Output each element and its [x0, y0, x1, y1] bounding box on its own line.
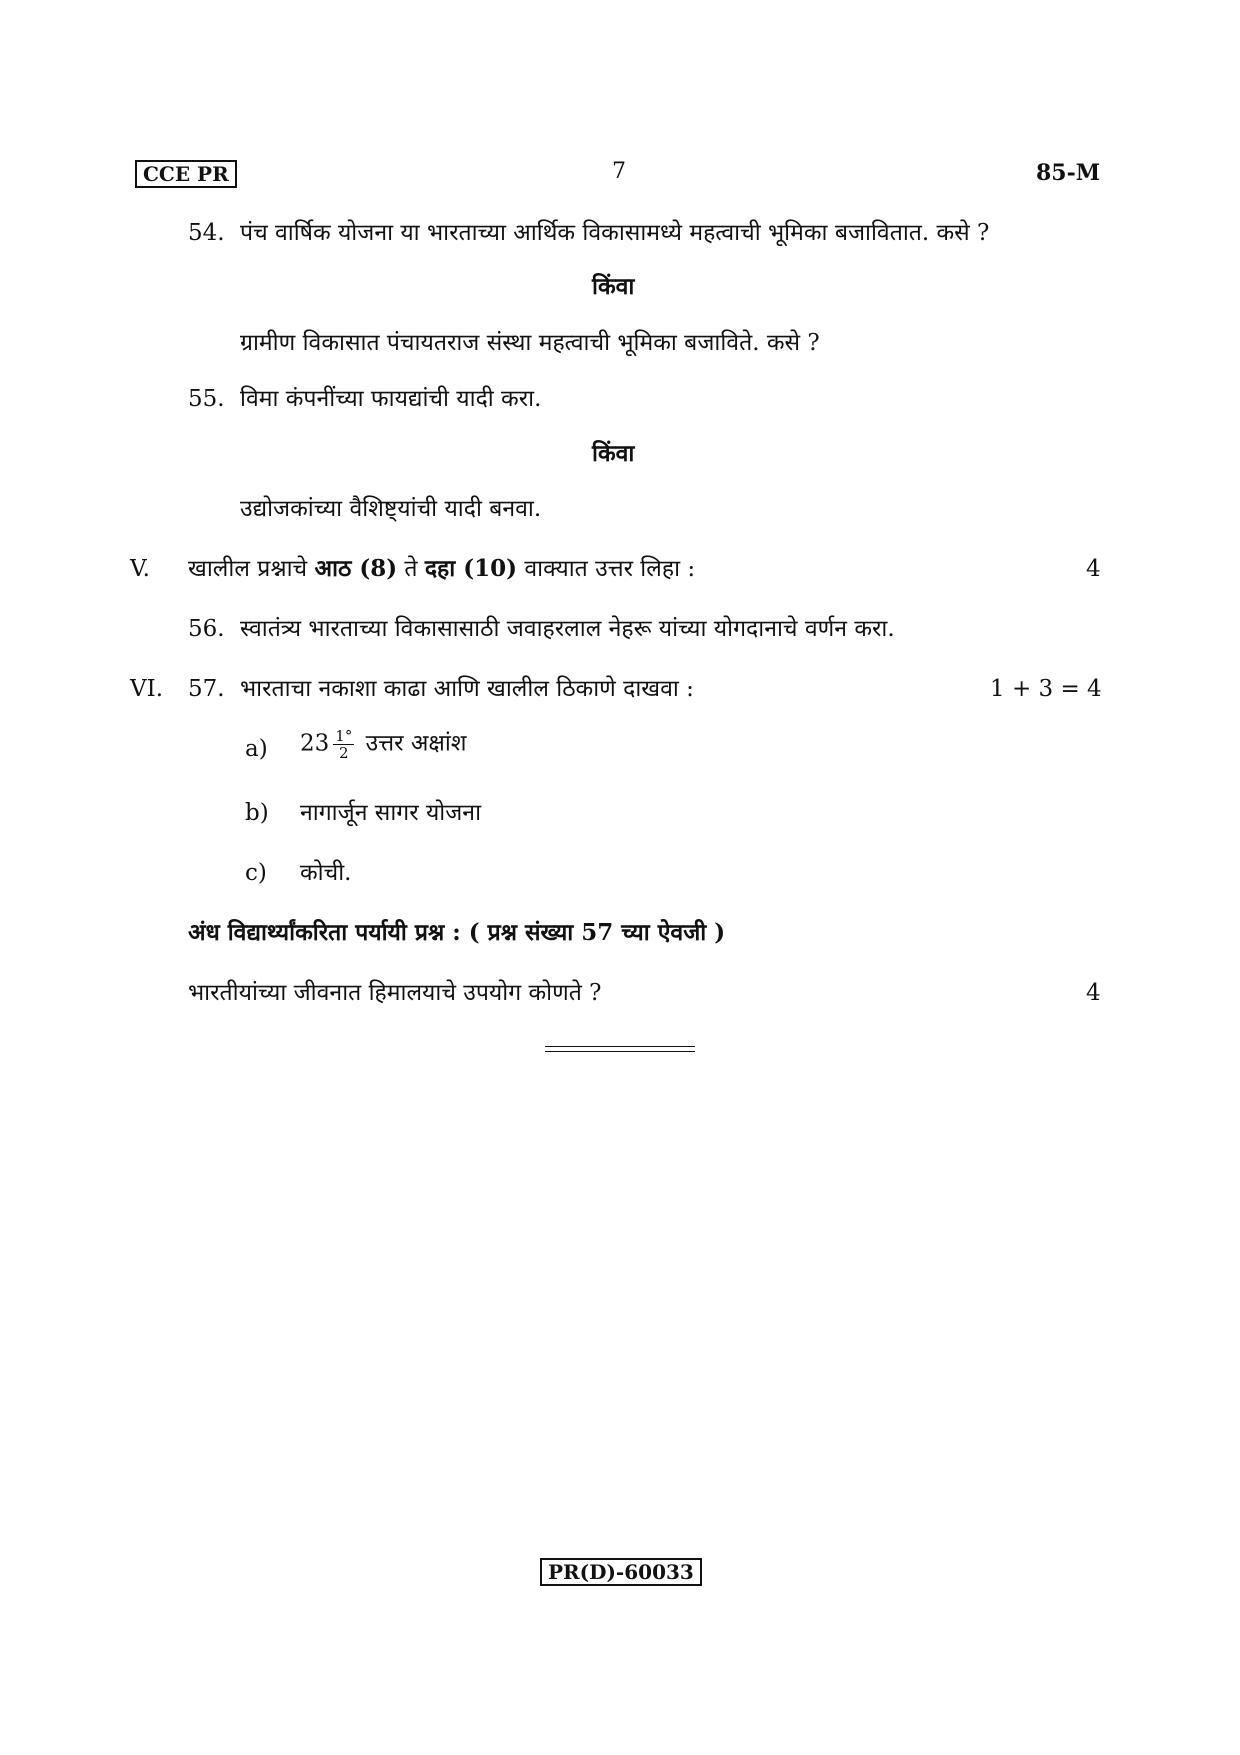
- section-v-bold-1: आठ (8): [314, 555, 398, 582]
- q55-or-label: किंवा: [592, 440, 635, 467]
- alt-blind-heading: अंध विद्यार्थ्यांकरिता पर्यायी प्रश्न : ( प्रश्न संख्या 57 च्या ऐवजी ): [188, 919, 726, 946]
- q57-item-a-label: a): [245, 736, 268, 762]
- end-rule-bottom: [545, 1051, 695, 1052]
- alt-blind-marks: 4: [1086, 980, 1101, 1006]
- section-v-text-mid: ते: [397, 556, 425, 582]
- section-v-instruction: [188, 554, 695, 584]
- q54-alt-text: ग्रामीण विकासात पंचायतराज संस्था महत्वाची भूमिका बजाविते. कसे ?: [240, 330, 820, 356]
- section-v-text-post: वाक्यात उत्तर लिहा :: [517, 556, 696, 582]
- section-v-bold-2: दहा (10): [424, 555, 518, 582]
- q55-number: 55.: [188, 386, 225, 412]
- q55-text: विमा कंपनींच्या फायद्यांची यादी करा.: [240, 386, 542, 412]
- q57-item-a-fraction: [333, 728, 354, 761]
- paper-code: 85-M: [1036, 160, 1101, 186]
- q55-alt-text: उद्योजकांच्या वैशिष्ट्यांची यादी बनवा.: [240, 496, 542, 522]
- section-v-marks: 4: [1086, 556, 1101, 582]
- q54-or-label: किंवा: [592, 273, 635, 300]
- q57-item-a-whole: 23: [300, 730, 330, 757]
- q57-item-a-frac-num: 1°: [335, 727, 353, 745]
- alt-blind-text: भारतीयांच्या जीवनात हिमालयाचे उपयोग कोणते ?: [188, 980, 602, 1006]
- q57-number: 57.: [188, 676, 225, 702]
- q57-item-c-label: c): [245, 860, 267, 886]
- q57-item-a-frac-den: 2: [339, 744, 349, 762]
- q57-item-c-text: कोची.: [300, 860, 352, 886]
- end-rule-top: [545, 1046, 695, 1047]
- q57-item-b-text: नागार्जून सागर योजना: [300, 800, 482, 826]
- header-badge: CCE PR: [135, 160, 237, 188]
- q54-number: 54.: [188, 220, 225, 246]
- section-v-roman: V.: [130, 556, 150, 582]
- q57-item-b-label: b): [245, 800, 269, 826]
- q56-text: स्वातंत्र्य भारताच्या विकासासाठी जवाहरलाल नेहरू यांच्या योगदानाचे वर्णन करा.: [240, 616, 895, 642]
- footer-code: PR(D)-60033: [540, 1558, 702, 1586]
- q57-marks: 1 + 3 = 4: [990, 676, 1102, 702]
- q57-item-a-content: [300, 728, 467, 761]
- q57-text: भारताचा नकाशा काढा आणि खालील ठिकाणे दाखवा :: [240, 676, 694, 702]
- page-number: 7: [612, 159, 626, 184]
- section-vi-roman: VI.: [130, 676, 164, 702]
- q57-item-a-text: उत्तर अक्षांश: [365, 730, 467, 757]
- q56-number: 56.: [188, 616, 225, 642]
- q54-text: पंच वार्षिक योजना या भारताच्या आर्थिक विकासामध्ये महत्वाची भूमिका बजावितात. कसे ?: [240, 220, 990, 246]
- section-v-text-pre: खालील प्रश्नाचे: [188, 556, 315, 582]
